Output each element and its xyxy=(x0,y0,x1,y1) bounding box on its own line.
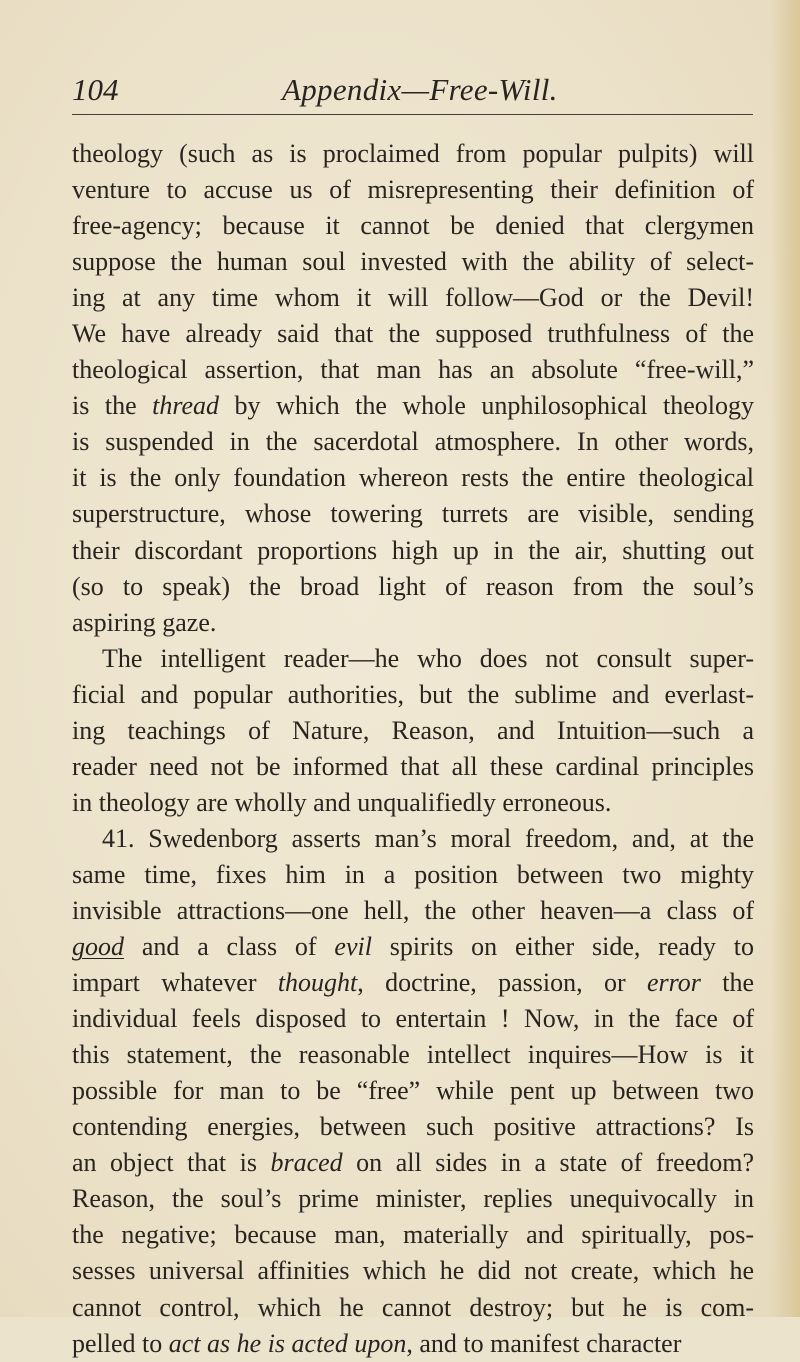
page-number: 104 xyxy=(72,72,119,107)
text-line: theological assertion, that man has an absolute “free-will,” xyxy=(72,355,754,385)
text-line: same time, fixes him in a position between two mighty xyxy=(72,859,754,889)
text-line: individual feels disposed to entertain ! Now, in the face of xyxy=(72,1004,754,1034)
body-text xyxy=(72,136,754,1362)
italic-text: thought xyxy=(277,968,358,998)
text-line: sesses universal affinities which he did not create, which he xyxy=(72,1256,754,1286)
text-line: We have already said that the supposed truthfulness of the xyxy=(72,319,754,349)
page-header xyxy=(72,70,752,110)
underlined-italic-text: good xyxy=(72,932,124,962)
text-line: suppose the human soul invested with the ability of select- xyxy=(72,247,754,277)
italic-text: evil xyxy=(334,932,372,962)
text-line: theology (such as is proclaimed from popular pulpits) will xyxy=(72,139,754,168)
text-line: ing teachings of Nature, Reason, and Intuition—such a xyxy=(72,715,754,745)
text-line: venture to accuse us of misrepresenting their definition of xyxy=(72,175,754,205)
text-line: superstructure, whose towering turrets are visible, sending xyxy=(72,499,754,529)
text-line: possible for man to be “free” while pent up between two xyxy=(72,1076,754,1106)
text-line: an object that is braced on all sides in a state of freedom? xyxy=(72,1148,755,1178)
text-line: in theology are wholly and unqualifiedly erroneous. xyxy=(72,787,612,817)
text-line: it is the only foundation whereon rests the entire theological xyxy=(72,463,754,493)
italic-text: thread xyxy=(152,391,220,421)
running-head: Appendix—Free-Will. xyxy=(282,72,558,107)
text-line: ficial and popular authorities, but the sublime and everlast- xyxy=(72,679,754,709)
text-line: The intelligent reader—he who does not consult super- xyxy=(102,643,754,673)
text-line: contending energies, between such positive attractions? Is xyxy=(72,1112,754,1142)
text-line: good and a class of evil spirits on either side, ready to xyxy=(72,932,754,962)
text-line: aspiring gaze. xyxy=(72,607,217,637)
text-line: (so to speak) the broad light of reason from the soul’s xyxy=(72,571,754,601)
text-line: the negative; because man, materially and spiritually, pos- xyxy=(72,1220,754,1250)
header-rule xyxy=(72,114,753,115)
text-line: Reason, the soul’s prime minister, replies unequivocally in xyxy=(72,1184,754,1214)
italic-text: error xyxy=(646,968,701,998)
text-line: ing at any time whom it will follow—God or the Devil! xyxy=(72,283,754,313)
text-line: pelled to act as he is acted upon, and to manifest character xyxy=(72,1328,682,1358)
text-line: invisible attractions—one hell, the other heaven—a class of xyxy=(72,895,754,925)
text-line: impart whatever thought, doctrine, passion, or error the xyxy=(72,968,755,998)
text-line: 41. Swedenborg asserts man’s moral freedom, and, at the xyxy=(102,823,754,853)
text-line: cannot control, which he cannot destroy; but he is com- xyxy=(72,1292,754,1322)
text-line: free-agency; because it cannot be denied that clergymen xyxy=(72,211,754,241)
italic-text: braced xyxy=(270,1148,343,1178)
text-line: is suspended in the sacerdotal atmosphere. In other words, xyxy=(72,427,754,457)
text-line: this statement, the reasonable intellect inquires—How is it xyxy=(72,1040,754,1070)
page-edge-shadow xyxy=(770,0,800,1317)
text-line: their discordant proportions high up in the air, shutting out xyxy=(72,535,754,565)
italic-text: act as he is acted upon xyxy=(168,1328,407,1358)
text-line: reader need not be informed that all these cardinal principles xyxy=(72,751,754,781)
text-line: is the thread by which the whole unphilosophical theology xyxy=(72,391,754,421)
